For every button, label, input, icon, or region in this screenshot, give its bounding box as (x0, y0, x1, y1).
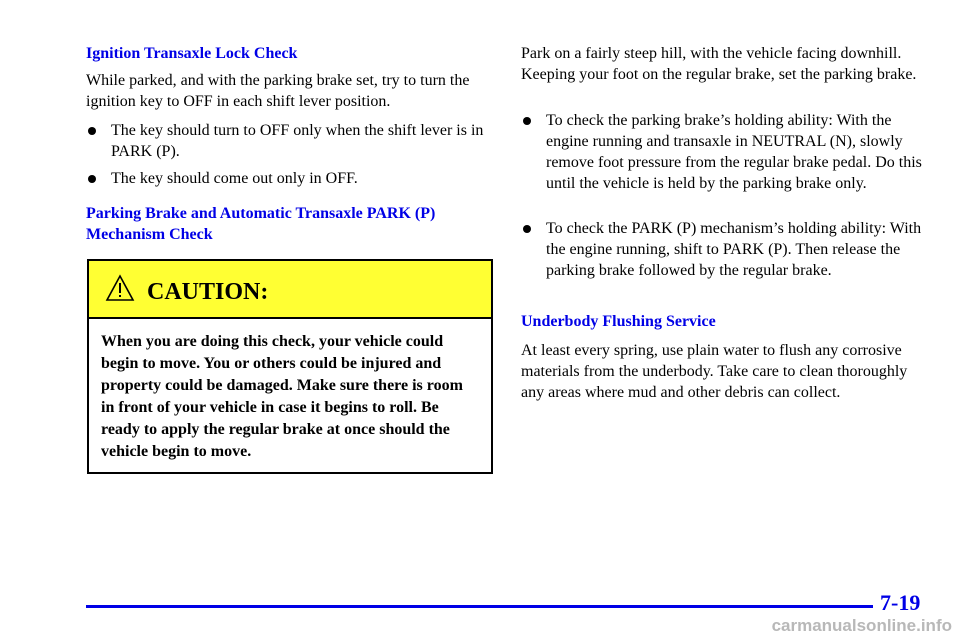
caution-header (89, 261, 491, 319)
caution-title: CAUTION: (147, 279, 269, 305)
footer-rule (86, 605, 873, 608)
bullet-item (86, 120, 496, 162)
bullet-text: To check the PARK (P) mechanism’s holding ability: With the engine running, shift to PARK (P). Then release the parking brake followed by the regular brake. (546, 220, 922, 279)
page-number: 7-19 (880, 590, 921, 615)
bullet-dot-icon (523, 117, 531, 125)
bullet-text: The key should come out only in OFF. (111, 170, 358, 187)
caution-box (87, 259, 493, 474)
bullet-dot-icon (88, 127, 96, 135)
bullet-dot-icon (523, 225, 531, 233)
warning-triangle-icon (105, 274, 135, 302)
section-heading-underbody: Underbody Flushing Service (521, 313, 716, 330)
bullet-item (521, 110, 933, 194)
bullet-item (86, 168, 358, 189)
bullet-item (521, 218, 933, 281)
section-heading-ignition-lock: Ignition Transaxle Lock Check (86, 45, 298, 62)
paragraph-ignition-lock: While parked, and with the parking brake set, try to turn the ignition key to OFF in each shift lever position. (86, 72, 470, 110)
watermark-text: carmanualsonline.info (771, 616, 952, 635)
bullet-dot-icon (88, 175, 96, 183)
section-heading-parking-brake: Parking Brake and Automatic Transaxle PARK (P) Mechanism Check (86, 205, 436, 243)
bullet-text: To check the parking brake’s holding ability: With the engine running and transaxle in NEUTRAL (N), slowly remove foot pressure from the regular brake pedal. Do this until the vehicle is held by the parking brake only. (546, 112, 922, 192)
bullet-text: The key should turn to OFF only when the shift lever is in PARK (P). (111, 122, 484, 160)
caution-text: When you are doing this check, your vehicle could begin to move. You or others could be injured and property could be damaged. Make sure there is room in front of your vehicle in case it begins to roll. Be ready to apply the regular brake at once should the vehicle begin to move. (101, 333, 463, 460)
paragraph-underbody: At least every spring, use plain water to flush any corrosive materials from the underbody. Take care to clean thoroughly any areas where mud and other debris can collect. (521, 342, 908, 401)
paragraph-park-on-hill: Park on a fairly steep hill, with the vehicle facing downhill. Keeping your foot on the regular brake, set the parking brake. (521, 45, 917, 83)
